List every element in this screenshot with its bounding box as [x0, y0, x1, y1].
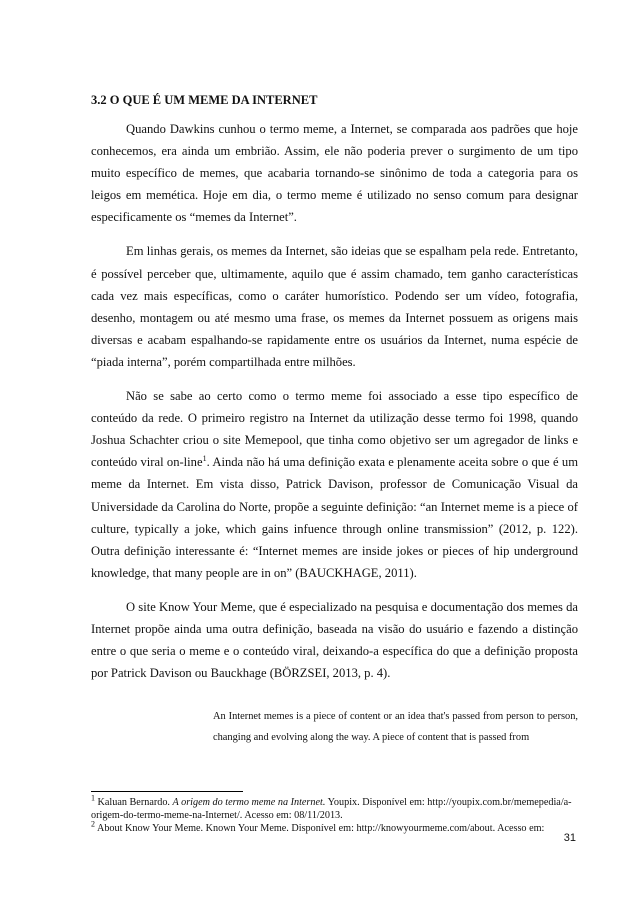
footnote-1-mark: 1 — [91, 793, 95, 803]
footnote-ref-1: 1 — [202, 454, 207, 464]
footnote-divider — [91, 791, 243, 792]
footnote-2-mark: 2 — [91, 819, 95, 829]
paragraph-3 — [91, 385, 578, 584]
block-quote: An Internet memes is a piece of content or an idea that's passed from person to person, changing and evolving along the way. A piece of content that is passed from — [213, 711, 578, 743]
footnote-1-author: Kaluan Bernardo. — [95, 797, 173, 808]
paragraph-4: O site Know Your Meme, que é especializado na pesquisa e documentação dos memes da Internet propõe ainda uma outra definição, baseada na visão do usuário e fazendo a distinção entre o que seria o meme e o conteúdo viral, deixando-a específica do que a definição proposta por Patrick Davison ou Bauckhage (BÖRZSEI, 2013, p. 4). — [91, 599, 578, 681]
page-number: 31 — [563, 832, 576, 844]
paragraph-1: Quando Dawkins cunhou o termo meme, a Internet, se comparada aos padrões que hoje conhecemos, era ainda um embrião. Assim, ele não poderia prever o surgimento de um tipo muito específico de memes, que acabaria tornando-se sinônimo de toda a categoria para os leigos em memética. Hoje em dia, o termo meme é utilizado no senso comum para designar especificamente os “memes da Internet”. — [91, 122, 578, 225]
footnote-2 — [91, 819, 581, 836]
paragraph-3-part-a: Não se sabe ao certo como o termo meme foi associado a esse tipo específico de conteúdo da rede. O primeiro registro na Internet da utilização desse termo foi 1998, quando Joshua Schachter criou o site Memepool, que tinha como objetivo ser um agregador de links e conteúdo viral on-line — [91, 389, 578, 470]
paragraph-3-part-b: . Ainda não há uma definição exata e plenamente aceita sobre o que é um meme da Internet. Em vista disso, Patrick Davison, professor de Comunicação Visual da Universidade da Carolina do Norte, propõe a seguinte definição: “an Internet meme is a piece of culture, typically a joke, which gains infuence through online transmission” (2012, p. 122). Outra definição interessante é: “Internet memes are inside jokes or pieces of hip underground knowledge, that many people are in on” (BAUCKHAGE, 2011). — [91, 455, 578, 580]
section-heading: 3.2 O QUE É UM MEME DA INTERNET — [91, 93, 318, 107]
paragraph-2: Em linhas gerais, os memes da Internet, são ideias que se espalham pela rede. Entretanto, é possível perceber que, ultimamente, aquilo que é assim chamado, tem ganho características cada vez mais específicas, como o caráter humorístico. Podendo ser um vídeo, fotografia, desenho, montagem ou até mesmo uma frase, os memes da Internet possuem as origens mais diversas e acabam espalhando-se rapidamente entre os usuários da Internet, numa espécie de “piada interna”, porém compartilhada entre milhões. — [91, 244, 578, 369]
footnote-1-source: Youpix. Disponível em: http://youpix.com.br/memepedia/a-origem-do-termo-meme-na-Internet/. Acesso em: 08/11/2013. — [91, 797, 572, 821]
footnote-2-text: About Know Your Meme. Known Your Meme. Disponível em: http://knowyourmeme.com/about. Acesso em: — [95, 822, 545, 834]
body-text — [91, 118, 578, 696]
footnote-1 — [91, 793, 581, 823]
footnotes — [91, 793, 581, 835]
footnote-1-title: A origem do termo meme na Internet. — [172, 797, 326, 808]
